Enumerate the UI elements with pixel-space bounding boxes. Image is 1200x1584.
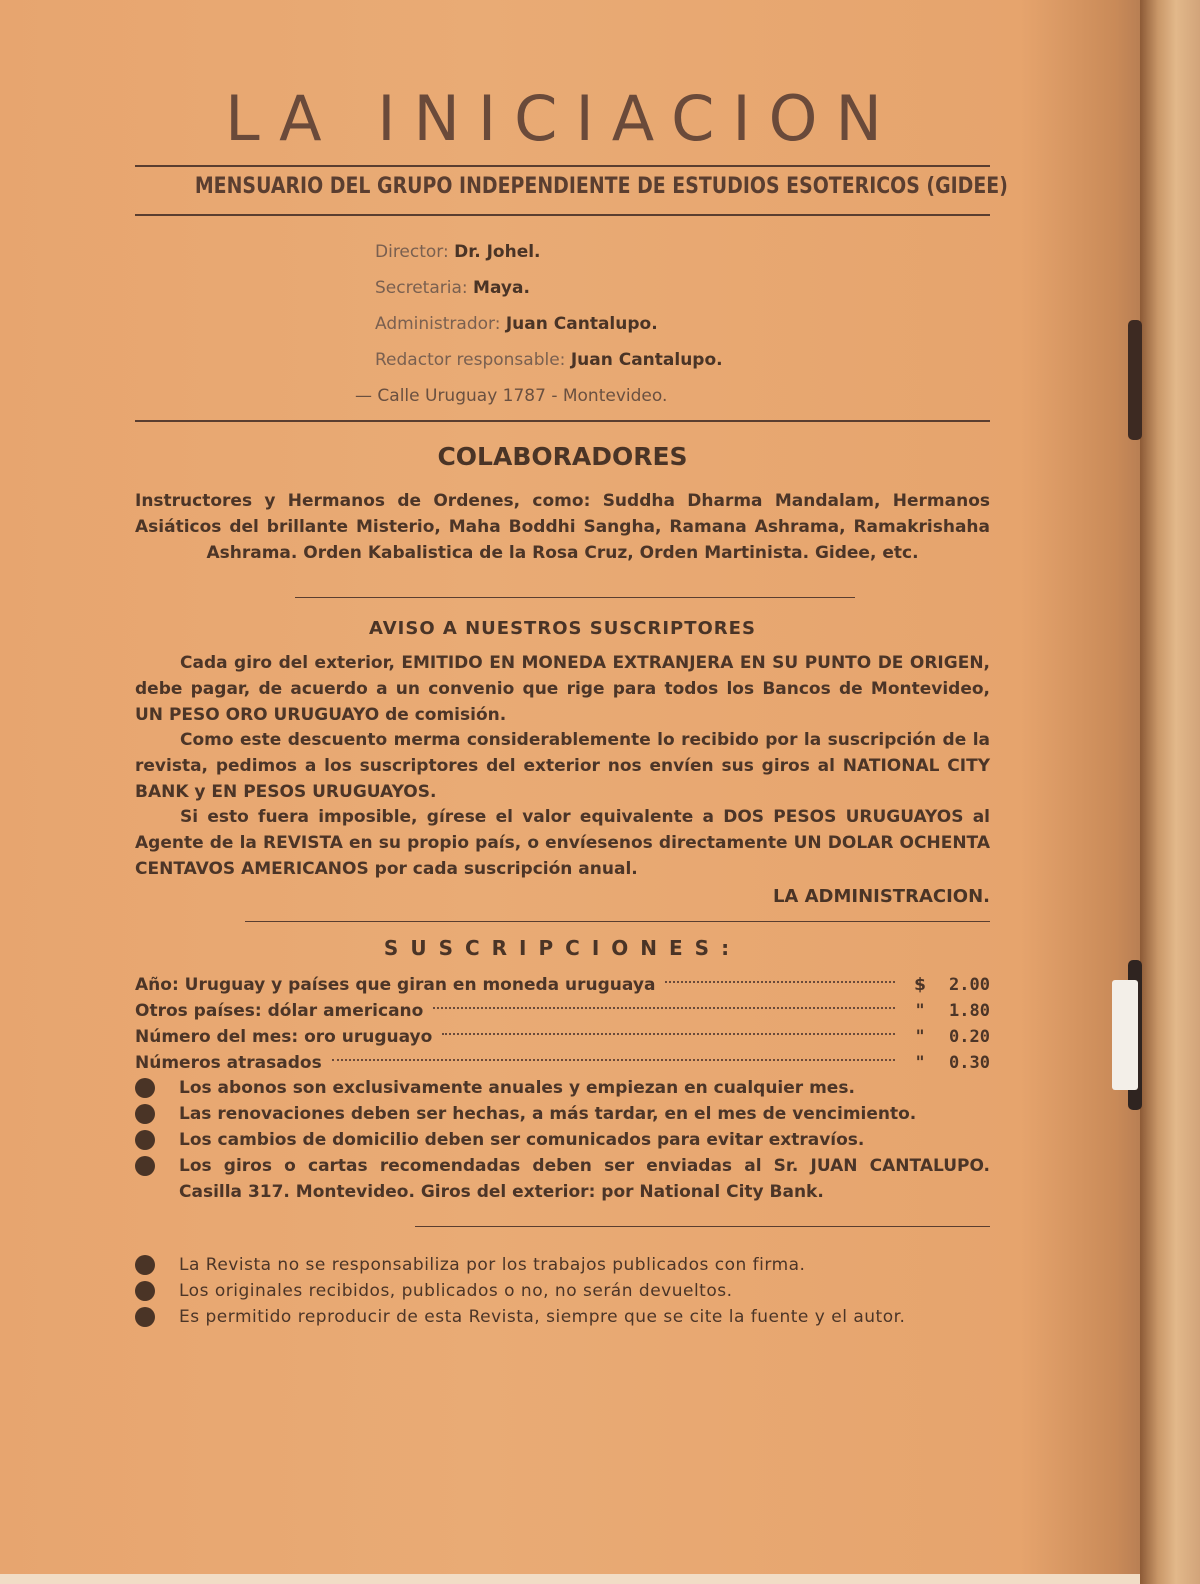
divider-4 [415,1226,990,1227]
list-item: Los cambios de domicilio deben ser comunicados para evitar extravíos. [135,1127,990,1153]
aviso-paragraph-3: Si esto fuera imposible, gírese el valor equivalente a DOS PESOS URUGUAYOS al Agente de la REVISTA en su propio país, o envíesenos directamente UN DOLAR OCHENTA CENTAVOS AMERICANOS por cada suscripción anual. [135,807,990,879]
staff-secretaria: Secretaria: Maya. [375,278,530,298]
price-row: Otros países: dólar americano " 1.80 [135,1001,990,1021]
divider-3 [245,921,990,922]
price-list [135,972,990,1076]
dot-leader [433,1007,895,1009]
divider-1 [135,420,990,422]
aviso-title: AVISO A NUESTROS SUSCRIPTORES [369,618,756,639]
bullet-dot-icon [135,1255,155,1275]
divider-2 [295,597,855,598]
bullet-dot-icon [135,1307,155,1327]
price-row: Año: Uruguay y países que giran en moneda uruguaya $ 2.00 [135,975,990,995]
staff-director: Director: Dr. Johel. [375,242,541,262]
list-item: Es permitido reproducir de esta Revista, siempre que se cite la fuente y el autor. [135,1304,990,1330]
dot-leader [332,1059,895,1061]
staff-administrador: Administrador: Juan Cantalupo. [375,314,658,334]
magazine-spine [1140,0,1200,1584]
footer-notes [135,1252,990,1330]
bullet-dot-icon [135,1156,155,1176]
list-item: La Revista no se responsabiliza por los trabajos publicados con firma. [135,1252,990,1278]
aviso-paragraph-1: Cada giro del exterior, EMITIDO EN MONEDA EXTRANJERA EN SU PUNTO DE ORIGEN, debe pagar, de acuerdo a un convenio que rige para todos los Bancos de Montevideo, UN PESO ORO URUGUAYO de comisión. [135,653,990,725]
staple-bottom [1128,960,1142,1110]
list-item: Los giros o cartas recomendadas deben ser enviadas al Sr. JUAN CANTALUPO. Casilla 317. Montevideo. Giros del exterior: por National City Bank. [135,1153,990,1205]
price-row: Número del mes: oro uruguayo " 0.20 [135,1027,990,1047]
bullet-dot-icon [135,1104,155,1124]
aviso-paragraph-2: Como este descuento merma considerablemente lo recibido por la suscripción de la revista, pedimos a los suscriptores del exterior nos envíen sus giros al NATIONAL CITY BANK y EN PESOS URUGUAYOS. [135,730,990,802]
bullet-dot-icon [135,1281,155,1301]
staple-top [1128,320,1142,440]
masthead-subtitle: MENSUARIO DEL GRUPO INDEPENDIENTE DE ESTUDIOS ESOTERICOS (GIDEE) [194,174,1008,199]
colaboradores-title: COLABORADORES [437,442,688,471]
aviso-signature: LA ADMINISTRACION. [772,886,990,907]
dot-leader [442,1033,895,1035]
suscripciones-title: SUSCRIPCIONES: [383,936,742,960]
bullet-dot-icon [135,1078,155,1098]
staff-redactor: Redactor responsable: Juan Cantalupo. [375,350,723,370]
masthead-rule-top [135,165,990,167]
bullet-dot-icon [135,1130,155,1150]
list-item: Las renovaciones deben ser hechas, a más tardar, en el mes de vencimiento. [135,1101,990,1127]
masthead-rule-bottom [135,214,990,216]
list-item: Los originales recibidos, publicados o no, no serán devueltos. [135,1278,990,1304]
page-bottom-edge [0,1574,1140,1584]
price-row: Números atrasados " 0.30 [135,1053,990,1073]
staff-list [355,240,895,420]
dot-leader [665,981,895,983]
colaboradores-text: Instructores y Hermanos de Ordenes, como: Suddha Dharma Mandalam, Hermanos Asiáticos del brillante Misterio, Maha Boddhi Sangha, Ramana Ashrama, Ramakrishaha Ashrama. Orden Kabalistica de la Rosa Cruz, Orden Martinista. Gidee, etc. [135,491,990,563]
list-item: Los abonos son exclusivamente anuales y empiezan en cualquier mes. [135,1075,990,1101]
staff-address: — Calle Uruguay 1787 - Montevideo. [355,386,668,406]
masthead-title: LA INICIACION [225,82,900,155]
suscripcion-notes [135,1075,990,1205]
